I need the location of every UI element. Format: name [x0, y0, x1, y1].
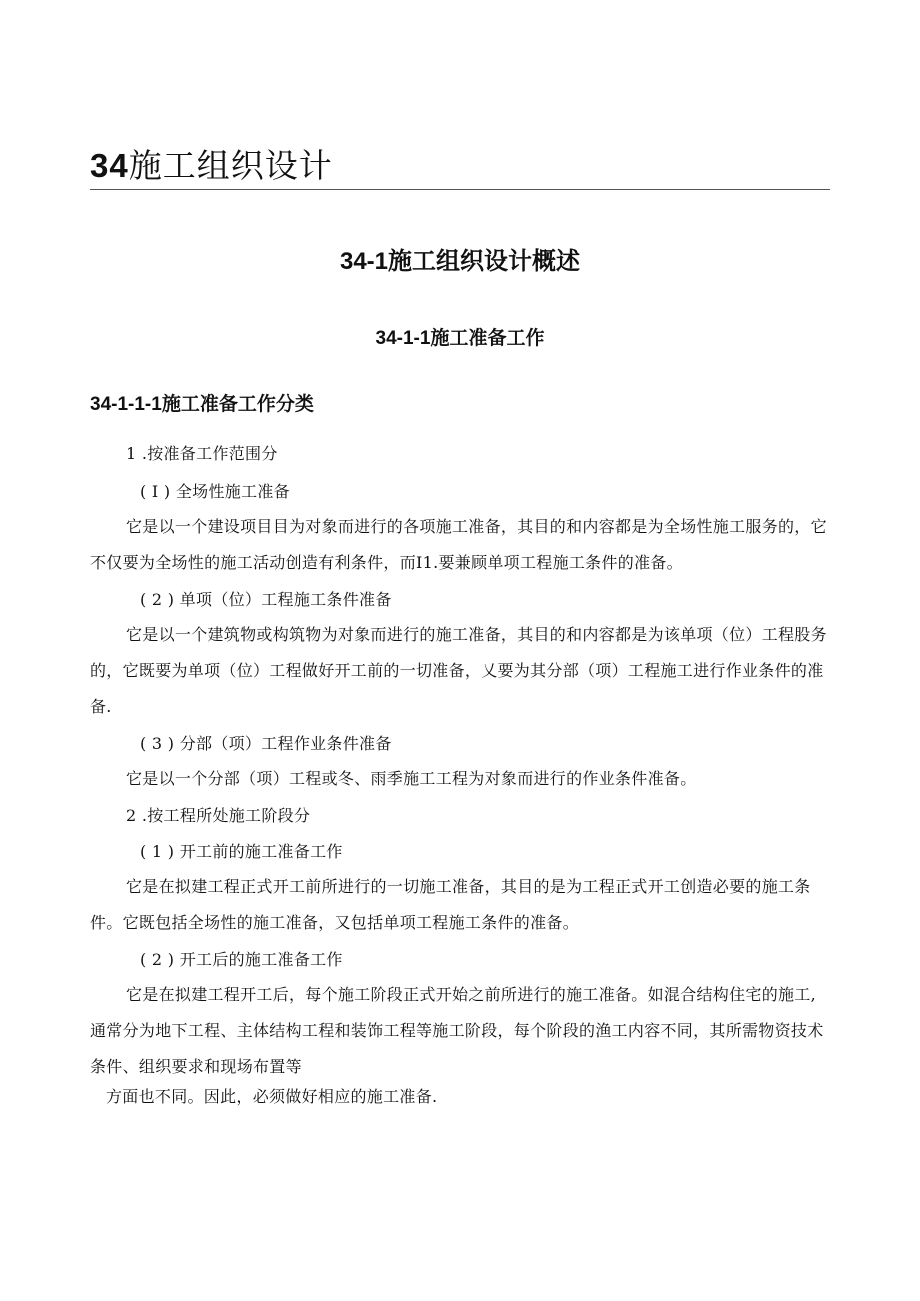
- chapter-divider: [90, 189, 830, 190]
- paragraph-2: 它是以一个建筑物或构筑物为对象而进行的施工准备，其目的和内容都是为该单项（位）工程股务的，它既要为单项（位）工程做好开工前的一切准备，乂要为其分部（项）工程施工进行作业条件的准备.: [90, 625, 827, 716]
- subsubsection-heading: 34-1-1-1施工准备工作分类: [90, 394, 314, 415]
- list-item-2-2: ( 2 ) 开工后的施工准备工作: [140, 950, 343, 969]
- list-item-1: 1 .按准备工作范围分: [126, 444, 278, 463]
- paragraph-4: 它是在拟建工程正式开工前所进行的一切施工准备，其目的是为工程正式开工创造必要的施工条件。它既包括全场性的施工准备，又包括单项工程施工条件的准备。: [90, 877, 811, 932]
- paragraph-5-continuation: 方面也不同。因此，必须做好相应的施工准备.: [106, 1087, 438, 1106]
- list-item-2-1: ( 1 ) 开工前的施工准备工作: [140, 842, 343, 861]
- paragraph-5: 它是在拟建工程开工后，每个施工阶段正式开始之前所进行的施工准备。如混合结构住宅的施工,通常分为地下工程、主体结构工程和装饰工程等施工阶段，每个阶段的渔工内容不同，其所需物资技术条件、组织要求和现场布置等: [90, 985, 824, 1076]
- chapter-title-text: 施工组织设计: [128, 147, 333, 184]
- paragraph-1: 它是以一个建设项目目为对象而进行的各项施工准备，其目的和内容都是为全场性施工服务的，它不仅要为全场性的施工活动创造有利条件，而I1.要兼顾单项工程施工条件的准备。: [90, 517, 827, 572]
- subsection-heading: 34-1-1施工准备工作: [375, 328, 545, 349]
- list-item-1-1: ( I ) 全场性施工准备: [140, 482, 290, 501]
- chapter-title: [90, 143, 333, 189]
- list-item-1-2: ( 2 ) 单项（位）工程施工条件准备: [140, 590, 392, 609]
- list-item-2: 2 .按工程所处施工阶段分: [126, 806, 311, 825]
- paragraph-3: 它是以一个分部（项）工程或冬、雨季施工工程为对象而进行的作业条件准备。: [126, 769, 697, 788]
- chapter-number: 34: [90, 147, 129, 184]
- section-heading: 34-1施工组织设计概述: [339, 248, 581, 275]
- list-item-1-3: ( 3 ) 分部（项）工程作业条件准备: [140, 734, 392, 753]
